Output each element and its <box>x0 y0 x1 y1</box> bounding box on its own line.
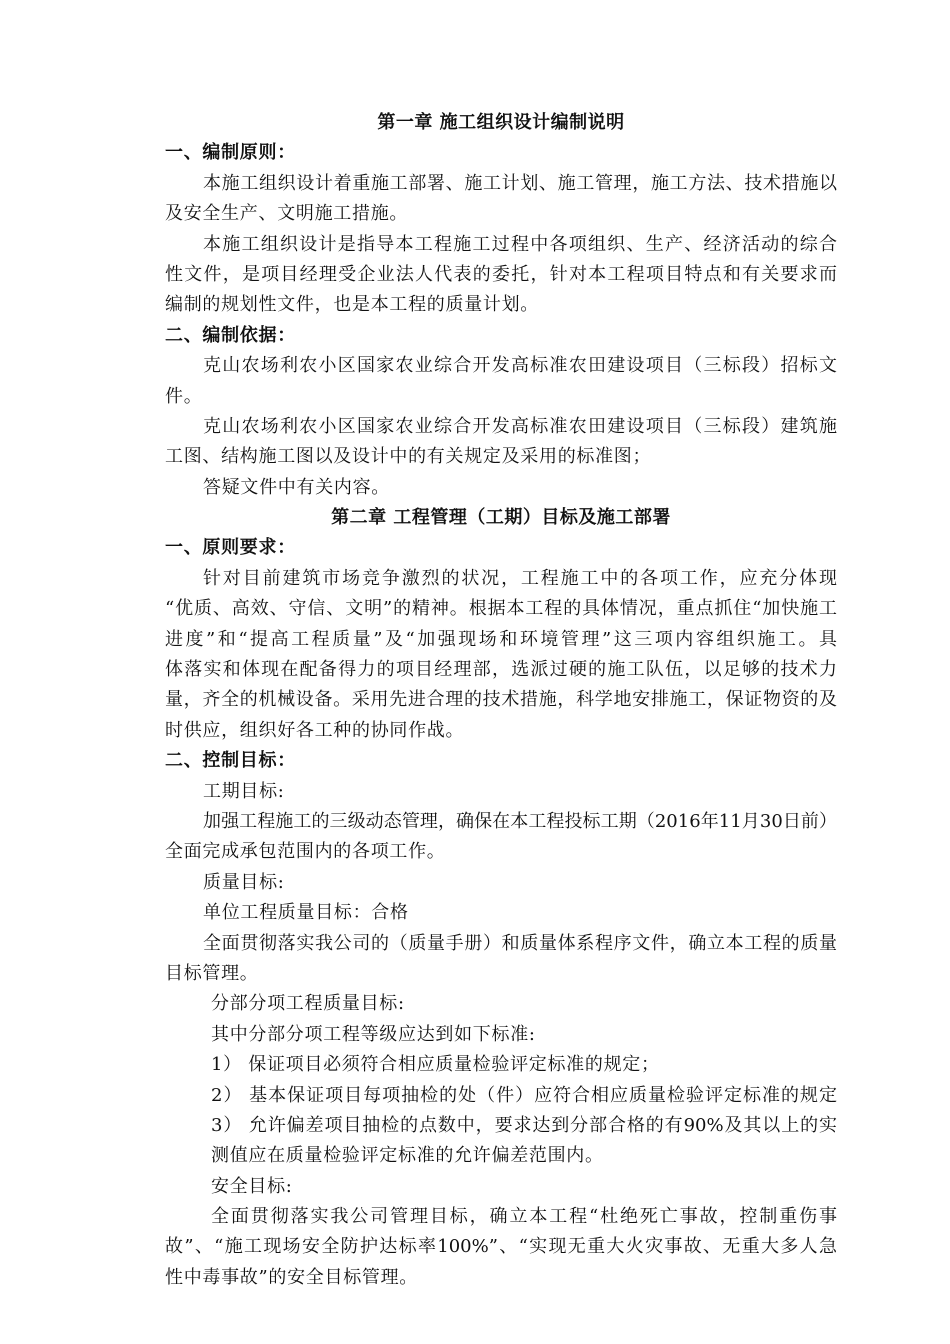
paragraph-line: 单位工程质量目标：合格 <box>203 902 409 924</box>
section-heading-principles: 一、编制原则： <box>165 142 296 164</box>
paragraph-line: 目标管理。 <box>165 962 259 984</box>
chapter-1-title: 第一章 施工组织设计编制说明 <box>377 112 625 133</box>
list-item: 3） 允许偏差项目抽检的点数中，要求达到分部合格的有90%及其以上的实 <box>211 1114 837 1136</box>
paragraph-line: 加强工程施工的三级动态管理，确保在本工程投标工期（2016年11月30日前） <box>203 810 837 832</box>
paragraph-line: 及安全生产、文明施工措施。 <box>165 203 409 225</box>
document-body <box>165 108 837 1293</box>
paragraph-line: 量，齐全的机械设备。采用先进合理的技术措施，科学地安排施工，保证物资的及 <box>165 689 837 711</box>
paragraph-line: 性文件，是项目经理受企业法人代表的委托，针对本工程项目特点和有关要求而 <box>165 263 837 285</box>
paragraph-line: 克山农场利农小区国家农业综合开发高标准农田建设项目（三标段）建筑施 <box>203 415 837 437</box>
paragraph-line: 答疑文件中有关内容。 <box>203 476 390 498</box>
list-item-continuation: 测值应在质量检验评定标准的允许偏差范围内。 <box>211 1145 604 1167</box>
quality-target-label: 质量目标: <box>203 871 285 893</box>
list-item: 1） 保证项目必须符合相应质量检验评定标准的规定； <box>211 1054 660 1076</box>
paragraph-line: 本施工组织设计着重施工部署、施工计划、施工管理，施工方法、技术措施以 <box>203 172 837 194</box>
paragraph-line: 故”、“施工现场安全防护达标率100%”、“实现无重大火灾事故、无重大多人急 <box>165 1236 837 1258</box>
paragraph-line: 时供应，组织好各工种的协同作战。 <box>165 719 465 741</box>
paragraph-line: 克山农场利农小区国家农业综合开发高标准农田建设项目（三标段）招标文 <box>203 355 837 377</box>
list-item: 2） 基本保证项目每项抽检的处（件）应符合相应质量检验评定标准的规定 <box>211 1084 837 1106</box>
period-target-label: 工期目标: <box>203 780 285 802</box>
section-heading-basis: 二、编制依据： <box>165 324 296 346</box>
paragraph-line: 进度”和“提高工程质量”及“加强现场和环境管理”这三项内容组织施工。具 <box>165 628 837 650</box>
paragraph-line: 编制的规划性文件，也是本工程的质量计划。 <box>165 294 539 316</box>
paragraph-line: “优质、高效、守信、文明”的精神。根据本工程的具体情况，重点抓住“加快施工 <box>165 598 837 620</box>
paragraph-line: 全面完成承包范围内的各项工作。 <box>165 841 446 863</box>
section-heading-targets: 二、控制目标： <box>165 750 296 772</box>
subitem-quality-label: 分部分项工程质量目标: <box>211 993 405 1015</box>
paragraph-line: 件。 <box>165 385 203 407</box>
paragraph-line: 性中毒事故”的安全目标管理。 <box>165 1266 419 1288</box>
section-heading-requirements: 一、原则要求： <box>165 537 296 559</box>
chapter-2-title: 第二章 工程管理（工期）目标及施工部署 <box>331 507 671 529</box>
paragraph-line: 全面贯彻落实我公司管理目标，确立本工程“杜绝死亡事故，控制重伤事 <box>211 1206 837 1228</box>
paragraph-line: 全面贯彻落实我公司的（质量手册）和质量体系程序文件，确立本工程的质量 <box>203 932 837 954</box>
paragraph-line: 针对目前建筑市场竞争激烈的状况，工程施工中的各项工作，应充分体现 <box>203 567 837 589</box>
paragraph-line: 体落实和体现在配备得力的项目经理部，选派过硬的施工队伍，以足够的技术力 <box>165 659 837 681</box>
paragraph-line: 本施工组织设计是指导本工程施工过程中各项组织、生产、经济活动的综合 <box>203 233 837 255</box>
paragraph-line: 其中分部分项工程等级应达到如下标准: <box>211 1023 536 1045</box>
paragraph-line: 工图、结构施工图以及设计中的有关规定及采用的标准图； <box>165 446 652 468</box>
safety-target-label: 安全目标: <box>211 1175 293 1197</box>
